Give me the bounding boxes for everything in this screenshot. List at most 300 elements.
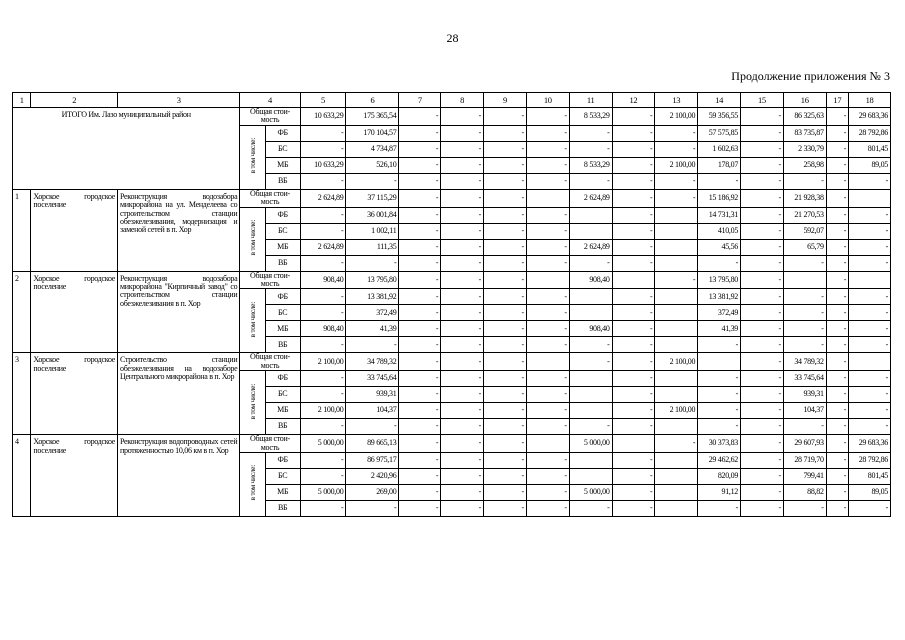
- value-cell: -: [484, 207, 527, 223]
- value-cell: -: [441, 223, 484, 239]
- value-cell: -: [441, 371, 484, 387]
- value-cell: 372,49: [346, 305, 399, 321]
- including-label: [240, 207, 265, 271]
- value-cell: 29 607,93: [783, 435, 826, 453]
- value-cell: -: [826, 271, 848, 289]
- value-cell: 104,37: [783, 403, 826, 419]
- value-cell: [655, 452, 698, 468]
- value-cell: -: [526, 321, 569, 337]
- value-cell: 2 100,00: [655, 157, 698, 173]
- value-cell: -: [612, 141, 655, 157]
- value-cell: -: [484, 321, 527, 337]
- column-header-1: 1: [13, 93, 31, 108]
- column-header-6: 6: [346, 93, 399, 108]
- value-cell: 4 734,87: [346, 141, 399, 157]
- value-cell: -: [612, 337, 655, 353]
- value-cell: -: [441, 173, 484, 189]
- value-cell: -: [346, 255, 399, 271]
- value-cell: 5 000,00: [569, 435, 612, 453]
- value-cell: -: [569, 141, 612, 157]
- value-cell: -: [441, 289, 484, 305]
- project-description: Реконструкция водозабора микрорайона на ул. Менделеева со строительством станции обезжелезивания, модернизация и заменой сетей в п. Хор: [118, 189, 240, 271]
- value-cell: -: [698, 173, 741, 189]
- value-cell: -: [741, 255, 784, 271]
- value-cell: -: [399, 271, 441, 289]
- value-cell: [569, 207, 612, 223]
- value-cell: -: [741, 271, 784, 289]
- value-cell: -: [698, 403, 741, 419]
- value-cell: -: [826, 289, 848, 305]
- value-cell: [569, 452, 612, 468]
- value-cell: -: [441, 387, 484, 403]
- value-cell: 2 100,00: [300, 403, 346, 419]
- value-cell: 28 792,86: [849, 452, 891, 468]
- value-cell: 175 365,54: [346, 108, 399, 126]
- value-cell: -: [526, 419, 569, 435]
- value-cell: 908,40: [569, 271, 612, 289]
- value-cell: -: [698, 337, 741, 353]
- value-cell: -: [849, 255, 891, 271]
- column-header-4: 4: [240, 93, 300, 108]
- value-cell: -: [783, 337, 826, 353]
- source-vb-label: ВБ: [265, 419, 300, 435]
- value-cell: 170 104,57: [346, 125, 399, 141]
- value-cell: 5 000,00: [300, 435, 346, 453]
- value-cell: -: [484, 189, 527, 207]
- total-cost-label: [240, 353, 300, 371]
- value-cell: -: [484, 157, 527, 173]
- value-cell: -: [484, 289, 527, 305]
- value-cell: -: [346, 500, 399, 516]
- value-cell: [655, 468, 698, 484]
- value-cell: 1 002,11: [346, 223, 399, 239]
- value-cell: -: [741, 289, 784, 305]
- project-location: Хорское городское поселение: [31, 435, 118, 517]
- value-cell: -: [741, 371, 784, 387]
- value-cell: -: [399, 255, 441, 271]
- value-cell: 2 624,89: [569, 189, 612, 207]
- value-cell: -: [300, 289, 346, 305]
- value-cell: [655, 337, 698, 353]
- value-cell: -: [441, 452, 484, 468]
- column-header-15: 15: [741, 93, 784, 108]
- value-cell: -: [783, 500, 826, 516]
- value-cell: -: [655, 189, 698, 207]
- value-cell: 13 381,92: [346, 289, 399, 305]
- value-cell: -: [300, 468, 346, 484]
- value-cell: -: [300, 173, 346, 189]
- column-header-7: 7: [399, 93, 441, 108]
- value-cell: -: [849, 500, 891, 516]
- value-cell: -: [300, 305, 346, 321]
- value-cell: [655, 500, 698, 516]
- value-cell: 820,09: [698, 468, 741, 484]
- source-mb-label: МБ: [265, 321, 300, 337]
- value-cell: -: [484, 484, 527, 500]
- value-cell: -: [526, 239, 569, 255]
- value-cell: -: [612, 305, 655, 321]
- value-cell: -: [612, 387, 655, 403]
- value-cell: 13 381,92: [698, 289, 741, 305]
- including-label: [240, 289, 265, 353]
- value-cell: -: [612, 108, 655, 126]
- value-cell: 41,39: [346, 321, 399, 337]
- value-cell: 45,56: [698, 239, 741, 255]
- value-cell: -: [569, 500, 612, 516]
- value-cell: -: [849, 403, 891, 419]
- column-header-3: 3: [118, 93, 240, 108]
- value-cell: -: [484, 337, 527, 353]
- value-cell: -: [741, 108, 784, 126]
- value-cell: -: [399, 289, 441, 305]
- value-cell: -: [655, 271, 698, 289]
- value-cell: -: [698, 255, 741, 271]
- value-cell: -: [826, 157, 848, 173]
- value-cell: -: [826, 387, 848, 403]
- value-cell: 258,98: [783, 157, 826, 173]
- value-cell: -: [441, 108, 484, 126]
- value-cell: -: [526, 500, 569, 516]
- value-cell: -: [826, 305, 848, 321]
- source-mb-label: МБ: [265, 239, 300, 255]
- value-cell: -: [526, 141, 569, 157]
- value-cell: -: [399, 108, 441, 126]
- including-text: в том числе:: [247, 383, 257, 420]
- value-cell: -: [849, 207, 891, 223]
- value-cell: 86 325,63: [783, 108, 826, 126]
- value-cell: -: [526, 468, 569, 484]
- total-cost-label-line2: мость: [260, 278, 280, 288]
- value-cell: -: [526, 371, 569, 387]
- page-number: 28: [446, 31, 459, 45]
- value-cell: -: [849, 305, 891, 321]
- value-cell: 801,45: [849, 468, 891, 484]
- including-text: в том числе:: [247, 138, 257, 174]
- value-cell: -: [526, 337, 569, 353]
- value-cell: -: [399, 500, 441, 516]
- value-cell: -: [849, 321, 891, 337]
- total-cost-label-line2: мость: [260, 197, 280, 207]
- value-cell: -: [399, 353, 441, 371]
- value-cell: -: [612, 353, 655, 371]
- project-total-row: [13, 271, 891, 289]
- value-cell: -: [826, 403, 848, 419]
- value-cell: 111,35: [346, 239, 399, 255]
- including-label: [240, 452, 265, 516]
- value-cell: 2 100,00: [655, 353, 698, 371]
- value-cell: -: [569, 337, 612, 353]
- value-cell: -: [741, 157, 784, 173]
- value-cell: [526, 271, 569, 289]
- value-cell: -: [612, 255, 655, 271]
- value-cell: -: [612, 289, 655, 305]
- value-cell: -: [300, 452, 346, 468]
- value-cell: 2 624,89: [300, 189, 346, 207]
- value-cell: -: [399, 173, 441, 189]
- value-cell: -: [741, 468, 784, 484]
- value-cell: [783, 271, 826, 289]
- source-fb-label: ФБ: [265, 125, 300, 141]
- including-text: в том числе:: [247, 220, 257, 256]
- project-location: Хорское городское поселение: [31, 189, 118, 271]
- value-cell: [612, 271, 655, 289]
- project-description: Реконструкция водозабора микрорайона "Кирпичный завод" со строительством станции обезжелезивания в п. Хор: [118, 271, 240, 353]
- value-cell: -: [441, 239, 484, 255]
- value-cell: 5 000,00: [569, 484, 612, 500]
- value-cell: -: [484, 419, 527, 435]
- value-cell: -: [399, 207, 441, 223]
- value-cell: -: [399, 387, 441, 403]
- value-cell: -: [441, 207, 484, 223]
- project-number: 2: [13, 271, 31, 353]
- value-cell: [526, 189, 569, 207]
- value-cell: -: [741, 305, 784, 321]
- value-cell: -: [612, 403, 655, 419]
- project-number: 3: [13, 353, 31, 435]
- project-location: Хорское городское поселение: [31, 271, 118, 353]
- value-cell: -: [526, 452, 569, 468]
- value-cell: -: [399, 371, 441, 387]
- source-vb-label: ВБ: [265, 255, 300, 271]
- project-description: Реконструкция водопроводных сетей протяженностью 10,06 км в п. Хор: [118, 435, 240, 517]
- value-cell: -: [698, 371, 741, 387]
- value-cell: -: [484, 223, 527, 239]
- value-cell: 2 624,89: [300, 239, 346, 255]
- value-cell: -: [612, 125, 655, 141]
- value-cell: -: [826, 419, 848, 435]
- value-cell: -: [849, 371, 891, 387]
- value-cell: -: [612, 223, 655, 239]
- value-cell: 908,40: [300, 321, 346, 337]
- column-header-11: 11: [569, 93, 612, 108]
- value-cell: -: [612, 189, 655, 207]
- value-cell: -: [849, 337, 891, 353]
- value-cell: -: [783, 419, 826, 435]
- value-cell: -: [741, 173, 784, 189]
- including-text: в том числе:: [247, 301, 257, 338]
- value-cell: [569, 305, 612, 321]
- value-cell: -: [741, 353, 784, 371]
- value-cell: -: [826, 484, 848, 500]
- value-cell: -: [526, 255, 569, 271]
- value-cell: 83 735,87: [783, 125, 826, 141]
- value-cell: -: [441, 419, 484, 435]
- value-cell: -: [826, 435, 848, 453]
- value-cell: -: [655, 141, 698, 157]
- value-cell: [569, 223, 612, 239]
- column-header-9: 9: [484, 93, 527, 108]
- value-cell: -: [526, 289, 569, 305]
- value-cell: -: [849, 239, 891, 255]
- source-mb-label: МБ: [265, 403, 300, 419]
- value-cell: 86 975,17: [346, 452, 399, 468]
- value-cell: -: [655, 435, 698, 453]
- value-cell: [569, 387, 612, 403]
- value-cell: -: [526, 207, 569, 223]
- column-header-8: 8: [441, 93, 484, 108]
- value-cell: -: [346, 419, 399, 435]
- value-cell: -: [741, 484, 784, 500]
- value-cell: 57 575,85: [698, 125, 741, 141]
- value-cell: -: [441, 321, 484, 337]
- value-cell: -: [655, 173, 698, 189]
- source-vb-label: ВБ: [265, 337, 300, 353]
- value-cell: [849, 189, 891, 207]
- total-cost-label: [240, 189, 300, 207]
- value-cell: -: [484, 255, 527, 271]
- value-cell: [849, 271, 891, 289]
- value-cell: -: [826, 452, 848, 468]
- value-cell: -: [441, 353, 484, 371]
- total-cost-label-line1: Общая стои-: [250, 107, 290, 116]
- value-cell: -: [826, 141, 848, 157]
- value-cell: -: [484, 305, 527, 321]
- value-cell: 88,82: [783, 484, 826, 500]
- value-cell: -: [484, 500, 527, 516]
- value-cell: [569, 289, 612, 305]
- value-cell: -: [441, 435, 484, 453]
- value-cell: -: [741, 239, 784, 255]
- value-cell: -: [612, 207, 655, 223]
- value-cell: -: [826, 173, 848, 189]
- value-cell: -: [484, 452, 527, 468]
- value-cell: -: [826, 125, 848, 141]
- value-cell: 21 928,38: [783, 189, 826, 207]
- value-cell: -: [441, 468, 484, 484]
- value-cell: -: [399, 435, 441, 453]
- value-cell: -: [484, 403, 527, 419]
- value-cell: 37 115,29: [346, 189, 399, 207]
- value-cell: 29 683,36: [849, 108, 891, 126]
- value-cell: -: [399, 468, 441, 484]
- value-cell: 526,10: [346, 157, 399, 173]
- project-number: 4: [13, 435, 31, 517]
- value-cell: -: [741, 500, 784, 516]
- value-cell: 410,05: [698, 223, 741, 239]
- value-cell: [655, 484, 698, 500]
- value-cell: -: [612, 173, 655, 189]
- value-cell: -: [569, 419, 612, 435]
- value-cell: -: [526, 403, 569, 419]
- column-header-13: 13: [655, 93, 698, 108]
- value-cell: 2 330,79: [783, 141, 826, 157]
- value-cell: -: [399, 305, 441, 321]
- value-cell: 28 792,86: [849, 125, 891, 141]
- value-cell: 13 795,80: [346, 271, 399, 289]
- source-fb-label: ФБ: [265, 371, 300, 387]
- funding-table: [12, 92, 891, 517]
- value-cell: -: [612, 321, 655, 337]
- value-cell: -: [399, 419, 441, 435]
- value-cell: -: [526, 125, 569, 141]
- value-cell: -: [783, 289, 826, 305]
- value-cell: 908,40: [300, 271, 346, 289]
- value-cell: -: [441, 403, 484, 419]
- value-cell: -: [399, 337, 441, 353]
- value-cell: 5 000,00: [300, 484, 346, 500]
- value-cell: [655, 207, 698, 223]
- value-cell: 29 462,62: [698, 452, 741, 468]
- value-cell: -: [612, 452, 655, 468]
- value-cell: -: [526, 484, 569, 500]
- value-cell: [655, 321, 698, 337]
- value-cell: -: [484, 239, 527, 255]
- value-cell: -: [300, 255, 346, 271]
- column-header-14: 14: [698, 93, 741, 108]
- value-cell: [569, 371, 612, 387]
- total-cost-label: [240, 108, 300, 126]
- value-cell: [655, 239, 698, 255]
- value-cell: [698, 353, 741, 371]
- including-label: [240, 371, 265, 435]
- source-vb-label: ВБ: [265, 500, 300, 516]
- value-cell: -: [399, 484, 441, 500]
- value-cell: -: [484, 371, 527, 387]
- value-cell: 2 624,89: [569, 239, 612, 255]
- source-bs-label: БС: [265, 305, 300, 321]
- value-cell: 34 789,32: [783, 353, 826, 371]
- value-cell: 10 633,29: [300, 108, 346, 126]
- value-cell: 33 745,64: [783, 371, 826, 387]
- value-cell: -: [399, 157, 441, 173]
- itogo-total-row: [13, 108, 891, 126]
- value-cell: -: [300, 419, 346, 435]
- value-cell: [655, 223, 698, 239]
- value-cell: -: [741, 223, 784, 239]
- column-header-17: 17: [826, 93, 848, 108]
- value-cell: [655, 387, 698, 403]
- value-cell: 2 420,96: [346, 468, 399, 484]
- value-cell: -: [741, 189, 784, 207]
- value-cell: -: [399, 452, 441, 468]
- value-cell: -: [698, 500, 741, 516]
- value-cell: -: [569, 125, 612, 141]
- value-cell: -: [300, 125, 346, 141]
- total-cost-label-line1: Общая стои-: [250, 271, 290, 280]
- value-cell: [655, 255, 698, 271]
- value-cell: 104,37: [346, 403, 399, 419]
- column-header-18: 18: [849, 93, 891, 108]
- column-number-row: [13, 93, 891, 108]
- value-cell: -: [612, 468, 655, 484]
- value-cell: -: [300, 500, 346, 516]
- value-cell: -: [484, 353, 527, 371]
- value-cell: -: [526, 387, 569, 403]
- value-cell: 269,00: [346, 484, 399, 500]
- value-cell: -: [441, 500, 484, 516]
- value-cell: [526, 435, 569, 453]
- value-cell: -: [826, 189, 848, 207]
- value-cell: 8 533,29: [569, 157, 612, 173]
- itogo-title: ИТОГО Им. Лазо муниципальный район: [13, 108, 240, 190]
- value-cell: -: [526, 173, 569, 189]
- value-cell: 2 100,00: [655, 108, 698, 126]
- source-mb-label: МБ: [265, 157, 300, 173]
- value-cell: -: [849, 289, 891, 305]
- project-total-row: [13, 435, 891, 453]
- total-cost-label-line2: мость: [260, 442, 280, 452]
- value-cell: -: [346, 173, 399, 189]
- value-cell: -: [612, 419, 655, 435]
- value-cell: -: [399, 189, 441, 207]
- value-cell: 2 100,00: [655, 403, 698, 419]
- value-cell: 65,79: [783, 239, 826, 255]
- value-cell: -: [399, 141, 441, 157]
- value-cell: 2 100,00: [300, 353, 346, 371]
- value-cell: -: [783, 255, 826, 271]
- value-cell: 15 186,92: [698, 189, 741, 207]
- value-cell: -: [826, 223, 848, 239]
